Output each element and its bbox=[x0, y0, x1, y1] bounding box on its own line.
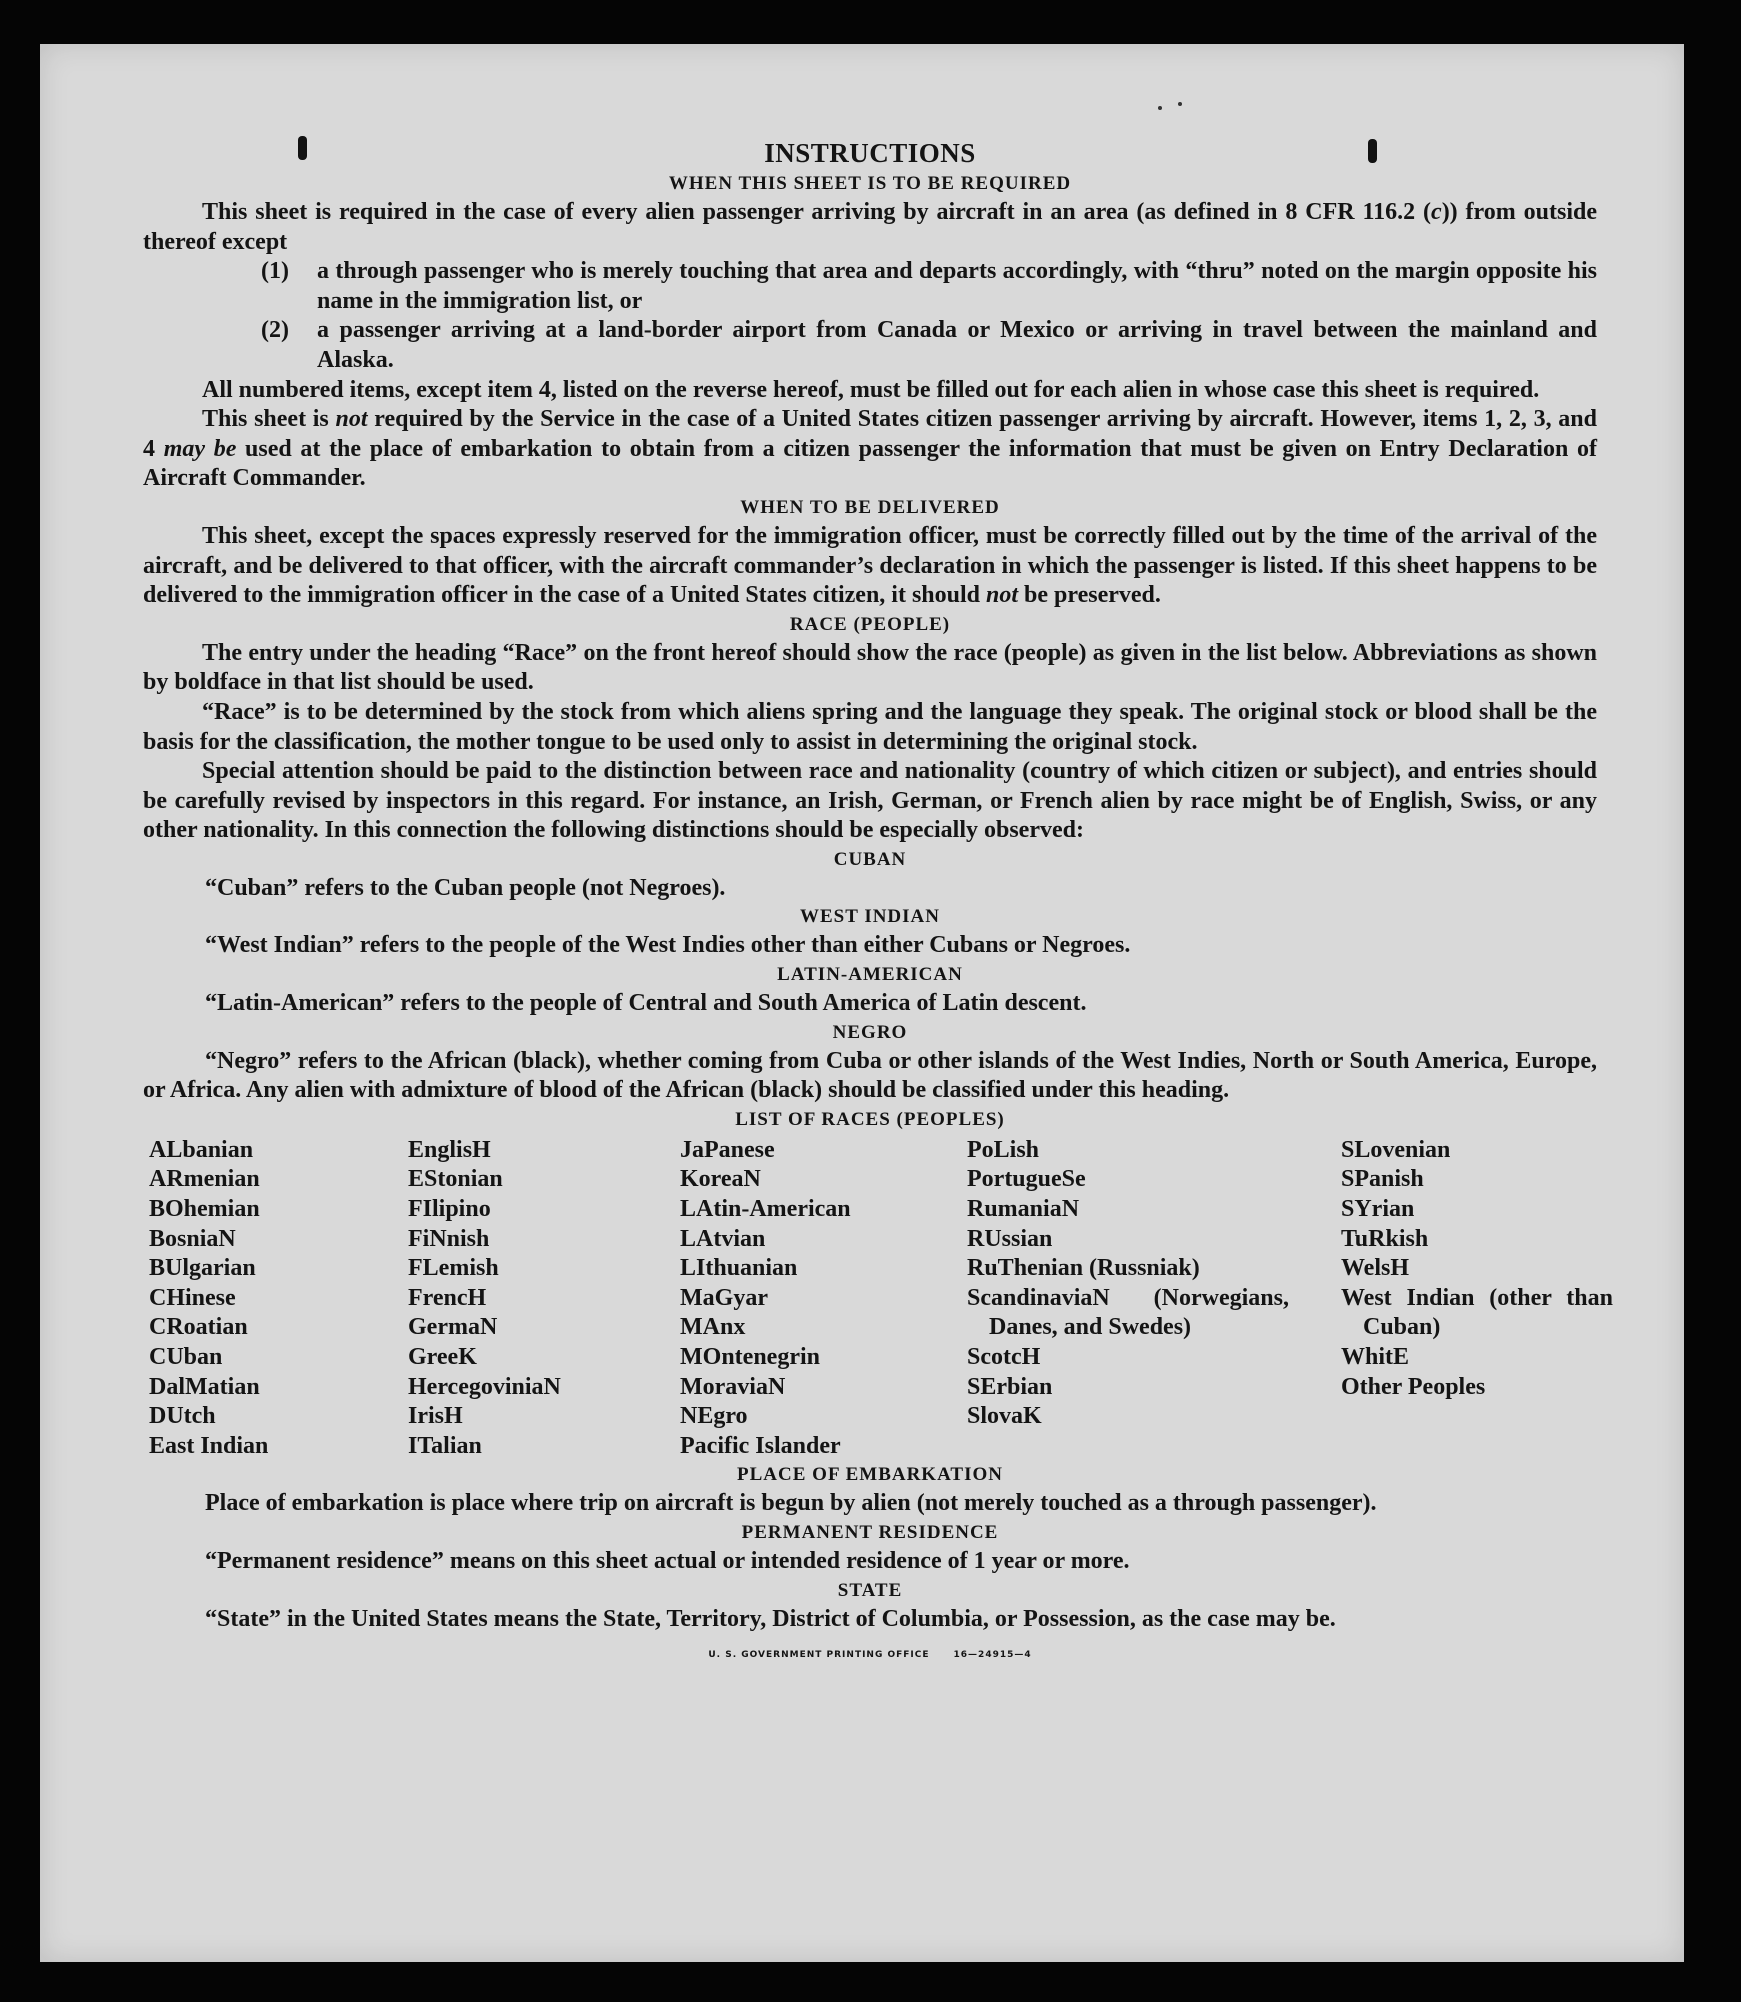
text-segment: “Permanent residence” means on this sheet actual or intended residence of 1 year or more. bbox=[205, 1547, 1130, 1574]
item-number: (2) bbox=[261, 317, 289, 344]
section-heading: WHEN THIS SHEET IS TO BE REQUIRED bbox=[668, 173, 1072, 194]
text-segment: be preserved. bbox=[1018, 582, 1161, 609]
paragraph bbox=[143, 757, 1597, 846]
item-text: a passenger arriving at a land-border airport from Canada or Mexico or arriving in travel between the mainland and Alaska. bbox=[317, 317, 1597, 373]
race-entry: ITalian bbox=[408, 1432, 482, 1459]
text-segment: used at the place of embarkation to obtain from a citizen passenger the information that must be given on Entry Declaration of Aircraft Commander. bbox=[143, 435, 1597, 492]
race-entry: EStonian bbox=[408, 1166, 503, 1193]
paragraph bbox=[143, 1047, 1597, 1106]
race-entry: LIthuanian bbox=[680, 1255, 798, 1282]
emphasis-text: not bbox=[335, 406, 368, 433]
race-entry: FiNnish bbox=[408, 1225, 490, 1252]
race-entry: ALbanian bbox=[149, 1136, 254, 1163]
speck bbox=[1178, 102, 1182, 106]
item-number: (1) bbox=[261, 258, 289, 285]
item-text: a through passenger who is merely touching that area and departs accordingly, with “thru” noted on the margin opposite his name in the immigration list, or bbox=[317, 258, 1597, 314]
race-entry: IrisH bbox=[408, 1403, 463, 1430]
race-entry: GreeK bbox=[408, 1344, 477, 1370]
race-entry: MoraviaN bbox=[680, 1373, 786, 1400]
paragraph bbox=[143, 639, 1597, 698]
emphasis-text: may be bbox=[163, 435, 237, 462]
race-entry: NEgro bbox=[680, 1403, 748, 1430]
race-entry: DalMatian bbox=[149, 1373, 260, 1400]
race-entry: SLovenian bbox=[1341, 1136, 1451, 1163]
instructions-content bbox=[143, 136, 1613, 1662]
race-entry: JaPanese bbox=[680, 1136, 775, 1163]
race-entry: WhitE bbox=[1341, 1344, 1410, 1370]
text-segment: “State” in the United States means the State, Territory, District of Columbia, or Possession, as the case may be. bbox=[205, 1605, 1336, 1632]
race-entry: SYrian bbox=[1341, 1196, 1415, 1223]
form-code: 16—24915—4 bbox=[953, 1650, 1032, 1661]
race-entry: DUtch bbox=[149, 1403, 216, 1430]
race-entry: MOntenegrin bbox=[680, 1344, 820, 1370]
race-column bbox=[149, 1136, 408, 1462]
section-heading: CUBAN bbox=[833, 848, 907, 870]
section-heading: WHEN TO BE DELIVERED bbox=[740, 496, 1000, 518]
section-heading: STATE bbox=[837, 1579, 903, 1601]
race-entry: ScotcH bbox=[967, 1344, 1041, 1370]
section-heading: PERMANENT RESIDENCE bbox=[741, 1521, 999, 1543]
race-column bbox=[680, 1136, 967, 1462]
race-entry: LAtin-American bbox=[680, 1196, 851, 1223]
text-segment: required by the Service in the case of a United States citizen passenger arriving by aircraft. However, items 1, 2, 3, and 4 bbox=[143, 406, 1597, 462]
text-segment: “Cuban” refers to the Cuban people (not Negroes). bbox=[205, 874, 726, 901]
race-entry: SlovaK bbox=[967, 1403, 1042, 1430]
paragraph bbox=[143, 1489, 1597, 1519]
section-heading: NEGRO bbox=[832, 1021, 908, 1043]
race-entry: BUlgarian bbox=[149, 1255, 256, 1282]
emphasis-text: not bbox=[986, 582, 1019, 609]
paragraph bbox=[143, 522, 1597, 611]
race-entry: Pacific Islander bbox=[680, 1432, 841, 1459]
race-column bbox=[408, 1136, 680, 1462]
paragraph bbox=[143, 1605, 1597, 1635]
text-segment: Special attention should be paid to the distinction between race and nationality (country of which citizen or subject), and entries should be carefully revised by inspectors in this regard. For instance, an Irish, German, or French alien by race might be of English, Swiss, or any other nationality. In this connection the following distinctions should be especially observed: bbox=[143, 758, 1597, 844]
race-entry: CUban bbox=[149, 1344, 223, 1370]
speck bbox=[1158, 106, 1162, 110]
race-entry: CRoatian bbox=[149, 1314, 248, 1341]
text-segment: “West Indian” refers to the people of the West Indies other than either Cubans or Negroes. bbox=[205, 932, 1131, 959]
paragraph bbox=[143, 989, 1597, 1019]
race-entry: MaGyar bbox=[680, 1284, 768, 1311]
race-entry: West Indian (other than Cuban) bbox=[1341, 1284, 1613, 1341]
race-entry: ScandinaviaN (Norwegians, Danes, and Swedes) bbox=[967, 1284, 1289, 1341]
race-entry: SPanish bbox=[1341, 1166, 1424, 1193]
text-segment: )) from outside thereof except bbox=[143, 199, 1597, 255]
race-entry: CHinese bbox=[149, 1284, 236, 1311]
race-entry: GermaN bbox=[408, 1314, 498, 1341]
race-entry: RumaniaN bbox=[967, 1196, 1080, 1223]
section-heading: WEST INDIAN bbox=[800, 906, 940, 928]
text-segment: “Latin-American” refers to the people of Central and South America of Latin descent. bbox=[205, 990, 1087, 1017]
race-entry: WelsH bbox=[1341, 1255, 1410, 1282]
text-segment: This sheet is required in the case of every alien passenger arriving by aircraft in an area (as defined in 8 CFR 116.2 ( bbox=[202, 199, 1432, 225]
emphasis-text: c bbox=[1431, 199, 1442, 225]
race-entry: LAtvian bbox=[680, 1225, 766, 1252]
race-entry: PoLish bbox=[967, 1136, 1040, 1163]
footer bbox=[143, 1648, 1597, 1662]
race-list bbox=[143, 1136, 1613, 1462]
race-entry: SErbian bbox=[967, 1373, 1053, 1400]
text-segment: Place of embarkation is place where trip on aircraft is begun by alien (not merely touched as a through passenger). bbox=[205, 1490, 1377, 1517]
text-segment: The entry under the heading “Race” on the front hereof should show the race (people) as given in the list below. Abbreviations as shown by boldface in that list should be used. bbox=[143, 639, 1597, 696]
race-entry: FIlipino bbox=[408, 1196, 491, 1223]
race-entry: East Indian bbox=[149, 1432, 269, 1459]
numbered-item bbox=[143, 257, 1597, 316]
page-title: INSTRUCTIONS bbox=[764, 138, 976, 168]
race-entry: RuThenian (Russniak) bbox=[967, 1255, 1200, 1282]
race-column bbox=[1341, 1136, 1613, 1402]
numbered-item bbox=[143, 316, 1597, 375]
section-heading: RACE (PEOPLE) bbox=[789, 613, 951, 635]
printer-imprint: U. S. GOVERNMENT PRINTING OFFICE bbox=[708, 1650, 930, 1661]
race-entry: TuRkish bbox=[1341, 1225, 1429, 1252]
race-entry: KoreaN bbox=[680, 1166, 761, 1193]
race-entry: FLemish bbox=[408, 1255, 499, 1282]
race-entry: RUssian bbox=[967, 1225, 1053, 1252]
text-segment: “Negro” refers to the African (black), whether coming from Cuba or other islands of the West Indies, North or South America, Europe, or Africa. Any alien with admixture of blood of the African (black) should be classified under this heading. bbox=[143, 1047, 1597, 1104]
section-heading: LIST OF RACES (PEOPLES) bbox=[735, 1108, 1005, 1130]
race-entry: BOhemian bbox=[149, 1196, 260, 1223]
paragraph bbox=[143, 1547, 1597, 1577]
race-entry: BosniaN bbox=[149, 1225, 236, 1252]
paragraph bbox=[143, 405, 1597, 494]
paragraph bbox=[143, 198, 1597, 257]
race-entry: EnglisH bbox=[408, 1136, 491, 1163]
paragraph bbox=[143, 874, 1597, 904]
race-entry: MAnx bbox=[680, 1314, 746, 1341]
paragraph bbox=[143, 698, 1597, 757]
paragraph bbox=[143, 931, 1597, 961]
text-segment: This sheet, except the spaces expressly reserved for the immigration officer, must be correctly filled out by the time of the arrival of the aircraft, and be delivered to that officer, with the aircraft commander’s declaration in which the passenger is listed. If this sheet happens to be delivered to the immigration officer in the case of a United States citizen, it should bbox=[143, 522, 1597, 609]
race-entry: HercegoviniaN bbox=[408, 1373, 561, 1400]
race-column bbox=[967, 1136, 1341, 1432]
race-entry: ARmenian bbox=[149, 1166, 260, 1193]
text-segment: All numbered items, except item 4, listed on the reverse hereof, must be filled out for each alien in whose case this sheet is required. bbox=[202, 376, 1540, 403]
section-heading: PLACE OF EMBARKATION bbox=[737, 1464, 1003, 1486]
text-segment: “Race” is to be determined by the stock from which aliens spring and the language they speak. The original stock or blood shall be the basis for the classification, the mother tongue to be used only to assist in determining the original stock. bbox=[143, 698, 1597, 755]
paragraph bbox=[143, 376, 1597, 406]
text-segment: This sheet is bbox=[202, 406, 336, 433]
race-entry: FrencH bbox=[408, 1284, 487, 1311]
race-entry: PortugueSe bbox=[967, 1166, 1086, 1193]
section-heading: LATIN-AMERICAN bbox=[777, 964, 963, 986]
race-entry: Other Peoples bbox=[1341, 1373, 1486, 1400]
